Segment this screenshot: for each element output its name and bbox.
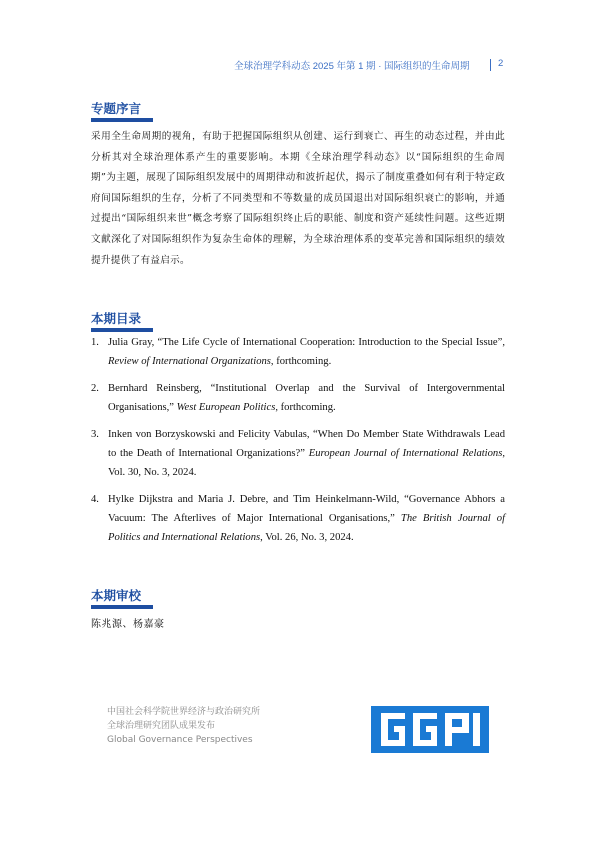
reference-citation: Bernhard Reinsberg, “Institutional Overlap and the Survival of Intergovernmental Organisations,” <box>108 383 505 413</box>
reference-details: , Vol. 30, No. 3, 2024. <box>108 448 506 478</box>
reference-details: , forthcoming. <box>270 356 332 367</box>
reference-item <box>91 425 505 482</box>
intro-paragraph: 采用全生命周期的视角，有助于把握国际组织从创建、运行到衰亡、再生的动态过程，并由此分析其对全球治理体系产生的重要影响。本期《全球治理学科动态》以“国际组织的生命周期”为主题，展现了国际组织发展中的周期律动和波折起伏，揭示了制度重叠如何有利于特定政府间国际组织的生存，分析了不同类型和不等数量的成员国退出对国际组织衰亡的影响，并通过提出“国际组织来世”概念考察了国际组织终止后的职能、制度和资产延续性问题。这些近期文献深化了对国际组织作为复杂生命体的理解，为全球治理体系的变革完善和国际组织的绩效提升提供了有益启示。 <box>91 131 505 266</box>
footer-line-2: 全球治理研究团队成果发布 <box>107 721 216 731</box>
reference-number: 2. <box>91 383 99 394</box>
reference-details: , Vol. 26, No. 3, 2024. <box>260 532 354 543</box>
reference-journal: The British Journal of Politics and International Relations <box>108 513 506 543</box>
reference-number: 1. <box>91 337 99 348</box>
reference-number: 3. <box>91 429 99 440</box>
reference-citation: Julia Gray, “The Life Cycle of International Cooperation: Introduction to the Special Issue”, <box>108 337 505 348</box>
reference-journal: West European Politics <box>176 402 276 413</box>
reference-citation: Hylke Dijkstra and Maria J. Debre, and Tim Heinkelmann-Wild, “Governance Abhors a Vacuum: The Afterlives of Major International Organisations,” <box>108 494 505 524</box>
reference-journal: European Journal of International Relations <box>308 448 503 459</box>
reviewers-heading: 本期审校 <box>91 588 142 603</box>
header-divider <box>490 59 492 71</box>
reference-item <box>91 379 505 417</box>
reference-item <box>91 333 505 371</box>
running-header <box>234 58 505 72</box>
reference-item <box>91 490 505 547</box>
reference-list <box>91 333 505 555</box>
ggp-logo <box>371 706 489 753</box>
contents-heading: 本期目录 <box>91 311 142 326</box>
intro-heading-underline <box>91 118 153 122</box>
page-number: 2 <box>498 58 504 69</box>
reviewer-names: 陈兆源、杨嘉豪 <box>91 619 165 630</box>
contents-heading-underline <box>91 328 153 332</box>
running-title: 全球治理学科动态 2025 年第 1 期 · 国际组织的生命周期 <box>234 61 470 72</box>
footer-line-3: Global Governance Perspectives <box>107 735 253 745</box>
reference-journal: Review of International Organizations <box>108 356 271 367</box>
reference-number: 4. <box>91 494 99 505</box>
intro-heading: 专题序言 <box>91 101 142 116</box>
reference-citation: Inken von Borzyskowski and Felicity Vabulas, “When Do Member State Withdrawals Lead to the Death of International Organizations?” <box>108 429 505 459</box>
footer-line-1: 中国社会科学院世界经济与政治研究所 <box>107 707 261 717</box>
footer-institution <box>107 705 260 747</box>
reference-details: , forthcoming. <box>275 402 336 413</box>
reviewers-heading-underline <box>91 605 153 609</box>
